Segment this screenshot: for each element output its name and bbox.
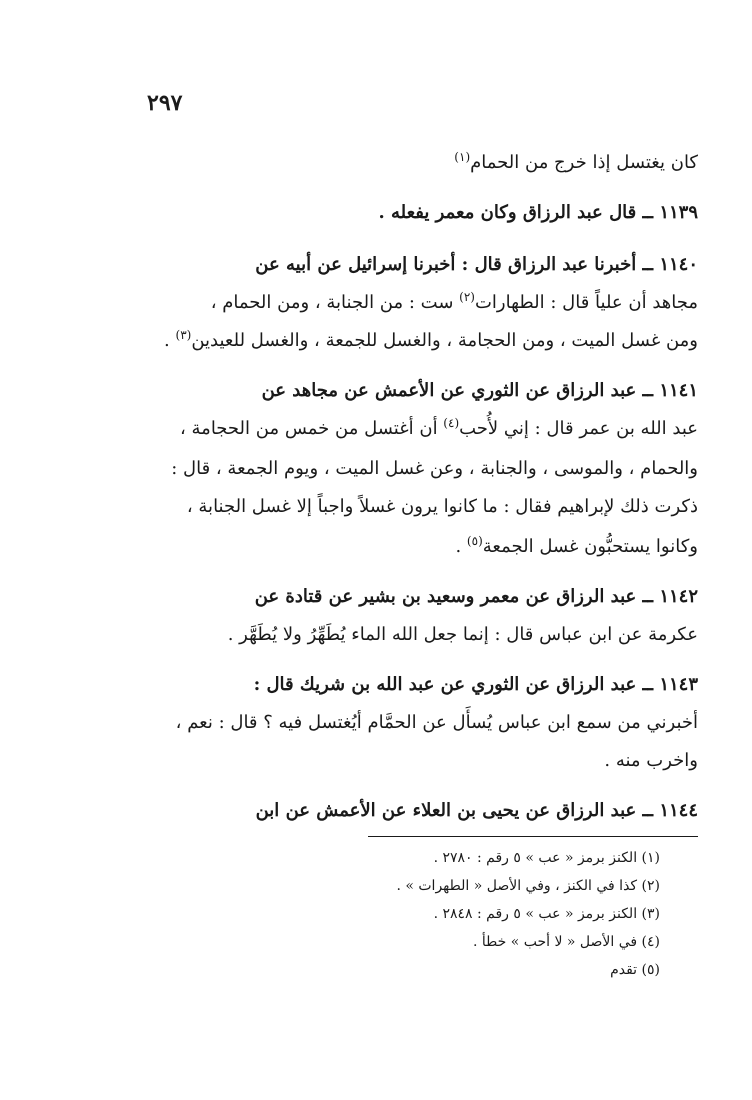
footnote-marker-5: (٥) <box>466 534 483 548</box>
line-text: ست : من الجنابة ، ومن الحمام ، <box>210 292 460 313</box>
footnote-marker-1: (١) <box>454 150 471 164</box>
footnote-separator <box>368 836 698 837</box>
hadith-1144-line-1: ١١٤٤ ــ عبد الرزاق عن يحيى بن العلاء عن الأعمش عن ابن <box>255 800 698 821</box>
footnote-2: (٢) كذا في الكنز ، وفي الأصل « الطهرات » . <box>396 878 660 894</box>
hadith-1140-line-1: ١١٤٠ ــ أخبرنا عبد الرزاق قال : أخبرنا إسرائيل عن أبيه عن <box>255 254 698 275</box>
page-number: ٢٩٧ <box>147 90 183 116</box>
footnote-marker-2: (٢) <box>459 290 475 304</box>
line-text: وكانوا يستحبُّون غسل الجمعة <box>482 536 698 557</box>
hadith-1140-line-3 <box>150 328 698 354</box>
footnote-3: (٣) الكنز برمز « عب » ٥ رقم : ٢٨٤٨ . <box>433 906 660 922</box>
line-text: مجاهد أن علياً قال : الطهارات <box>474 292 698 313</box>
hadith-1141-line-1: ١١٤١ ــ عبد الرزاق عن الثوري عن الأعمش عن مجاهد عن <box>261 380 698 401</box>
footnote-4: (٤) في الأصل « لا أحب » خطأ . <box>472 934 660 950</box>
line-text: أن أغتسل من خمس من الحجامة ، <box>180 418 444 439</box>
line-text: . <box>455 536 467 557</box>
hadith-1140-line-2 <box>150 290 698 316</box>
footnote-marker-4: (٤) <box>443 416 460 430</box>
hadith-1139: ١١٣٩ ــ قال عبد الرزاق وكان معمر يفعله . <box>378 202 698 223</box>
hadith-1143-line-3: واخرب منه . <box>604 750 698 771</box>
line-text: ومن غسل الميت ، ومن الحجامة ، والغسل للجمعة ، والغسل للعيدين <box>191 330 698 351</box>
footnote-1: (١) الكنز برمز « عب » ٥ رقم : ٢٧٨٠ . <box>433 850 660 866</box>
line-text: . <box>164 330 176 351</box>
line-text: عبد الله بن عمر قال : إني لأُحب <box>459 418 698 439</box>
hadith-1143-line-1: ١١٤٣ ــ عبد الرزاق عن الثوري عن عبد الله بن شريك قال : <box>253 674 698 695</box>
hadith-1141-line-3: والحمام ، والموسى ، والجنابة ، وعن غسل الميت ، ويوم الجمعة ، قال : <box>171 458 698 479</box>
hadith-1143-line-2: أخبرني من سمع ابن عباس يُسأَل عن الحمَّام أيُغتسل فيه ؟ قال : نعم ، <box>175 712 698 733</box>
hadith-1141-line-2 <box>150 416 698 442</box>
text-line-1 <box>150 150 698 176</box>
hadith-1141-line-4: ذكرت ذلك لإبراهيم فقال : ما كانوا يرون غسلاً واجباً إلا غسل الجنابة ، <box>186 496 698 517</box>
hadith-1142-line-2: عكرمة عن ابن عباس قال : إنما جعل الله الماء يُطَهِّرُ ولا يُطَهَّر . <box>227 624 698 645</box>
hadith-1141-line-5 <box>150 534 698 560</box>
hadith-1142-line-1: ١١٤٢ ــ عبد الرزاق عن معمر وسعيد بن بشير عن قتادة عن <box>254 586 698 607</box>
line-text: كان يغتسل إذا خرج من الحمام <box>470 152 698 173</box>
footnote-marker-3: (٣) <box>175 328 192 342</box>
footnote-5: (٥) تقدم <box>610 962 660 978</box>
